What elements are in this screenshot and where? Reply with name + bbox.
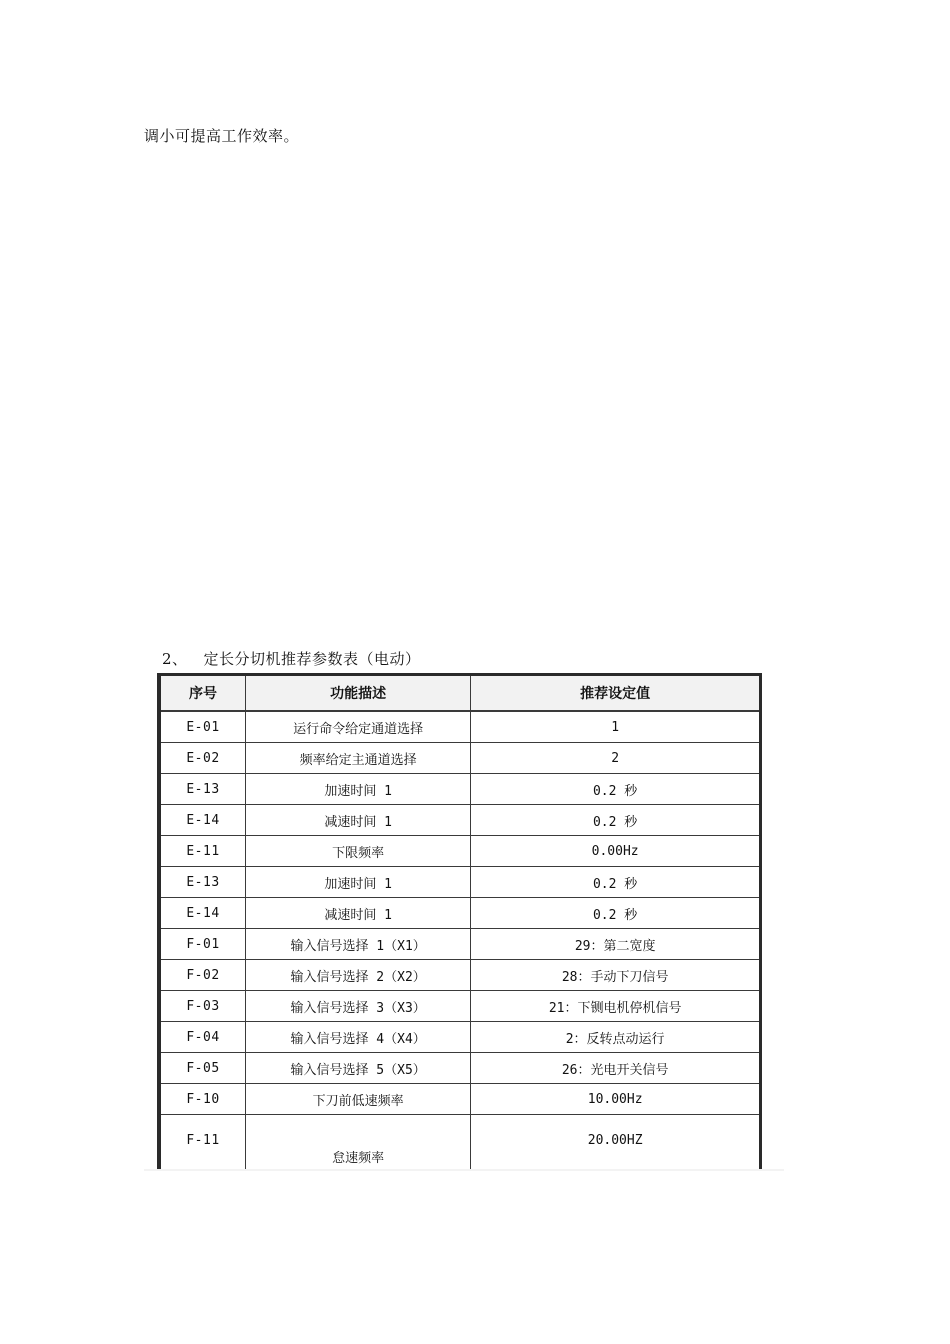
param-code: F-10 — [159, 1084, 246, 1115]
param-value: 10.00Hz — [471, 1084, 761, 1115]
table-row — [159, 991, 761, 1022]
param-description: 加速时间 1 — [246, 774, 471, 805]
table-row — [159, 898, 761, 929]
param-value: 0.2 秒 — [471, 867, 761, 898]
table-row — [159, 960, 761, 991]
intro-paragraph: 调小可提高工作效率。 — [144, 127, 300, 145]
table-header-row — [159, 675, 761, 712]
param-value: 26：光电开关信号 — [471, 1053, 761, 1084]
table-row — [159, 1115, 761, 1171]
table-row — [159, 836, 761, 867]
param-description: 频率给定主通道选择 — [246, 743, 471, 774]
param-value: 29：第二宽度 — [471, 929, 761, 960]
parameter-table-container — [157, 673, 764, 1170]
param-description: 运行命令给定通道选择 — [246, 711, 471, 743]
param-description: 输入信号选择 3（X3） — [246, 991, 471, 1022]
param-code: F-05 — [159, 1053, 246, 1084]
param-value — [471, 1115, 761, 1171]
param-value: 0.2 秒 — [471, 774, 761, 805]
param-code: F-02 — [159, 960, 246, 991]
table-row — [159, 805, 761, 836]
table-caption — [162, 648, 421, 670]
param-description: 输入信号选择 5（X5） — [246, 1053, 471, 1084]
param-code — [159, 1115, 246, 1171]
table-row — [159, 1022, 761, 1053]
param-description: 下限频率 — [246, 836, 471, 867]
param-code-text: F-11 — [186, 1133, 220, 1148]
section-title: 定长分切机推荐参数表（电动） — [203, 650, 421, 668]
param-description: 减速时间 1 — [246, 805, 471, 836]
param-value: 1 — [471, 711, 761, 743]
header-code: 序号 — [159, 675, 246, 712]
param-value-text: 20.00HZ — [587, 1133, 643, 1148]
header-recommended-value: 推荐设定值 — [471, 675, 761, 712]
param-code: E-01 — [159, 711, 246, 743]
param-value: 0.00Hz — [471, 836, 761, 867]
param-value: 0.2 秒 — [471, 805, 761, 836]
param-value: 21：下铡电机停机信号 — [471, 991, 761, 1022]
param-description: 输入信号选择 4（X4） — [246, 1022, 471, 1053]
table-row — [159, 1053, 761, 1084]
table-row — [159, 867, 761, 898]
param-code: E-02 — [159, 743, 246, 774]
param-description: 输入信号选择 2（X2） — [246, 960, 471, 991]
param-code: F-04 — [159, 1022, 246, 1053]
param-code: E-11 — [159, 836, 246, 867]
param-code: E-14 — [159, 805, 246, 836]
table-row — [159, 929, 761, 960]
param-description: 加速时间 1 — [246, 867, 471, 898]
header-description: 功能描述 — [246, 675, 471, 712]
param-code: F-03 — [159, 991, 246, 1022]
param-description — [246, 1115, 471, 1171]
param-code: E-13 — [159, 774, 246, 805]
param-value: 2 — [471, 743, 761, 774]
param-value: 0.2 秒 — [471, 898, 761, 929]
param-description: 下刀前低速频率 — [246, 1084, 471, 1115]
param-description: 输入信号选择 1（X1） — [246, 929, 471, 960]
table-row — [159, 1084, 761, 1115]
table-row — [159, 774, 761, 805]
table-row — [159, 743, 761, 774]
page-cut-line — [144, 1169, 784, 1171]
param-value: 2：反转点动运行 — [471, 1022, 761, 1053]
param-code: E-13 — [159, 867, 246, 898]
param-code: F-01 — [159, 929, 246, 960]
param-description-text: 怠速频率 — [332, 1151, 385, 1166]
param-code: E-14 — [159, 898, 246, 929]
param-value: 28：手动下刀信号 — [471, 960, 761, 991]
section-number: 2、 — [162, 650, 188, 668]
table-row — [159, 711, 761, 743]
param-description: 减速时间 1 — [246, 898, 471, 929]
parameter-table — [157, 673, 762, 1170]
